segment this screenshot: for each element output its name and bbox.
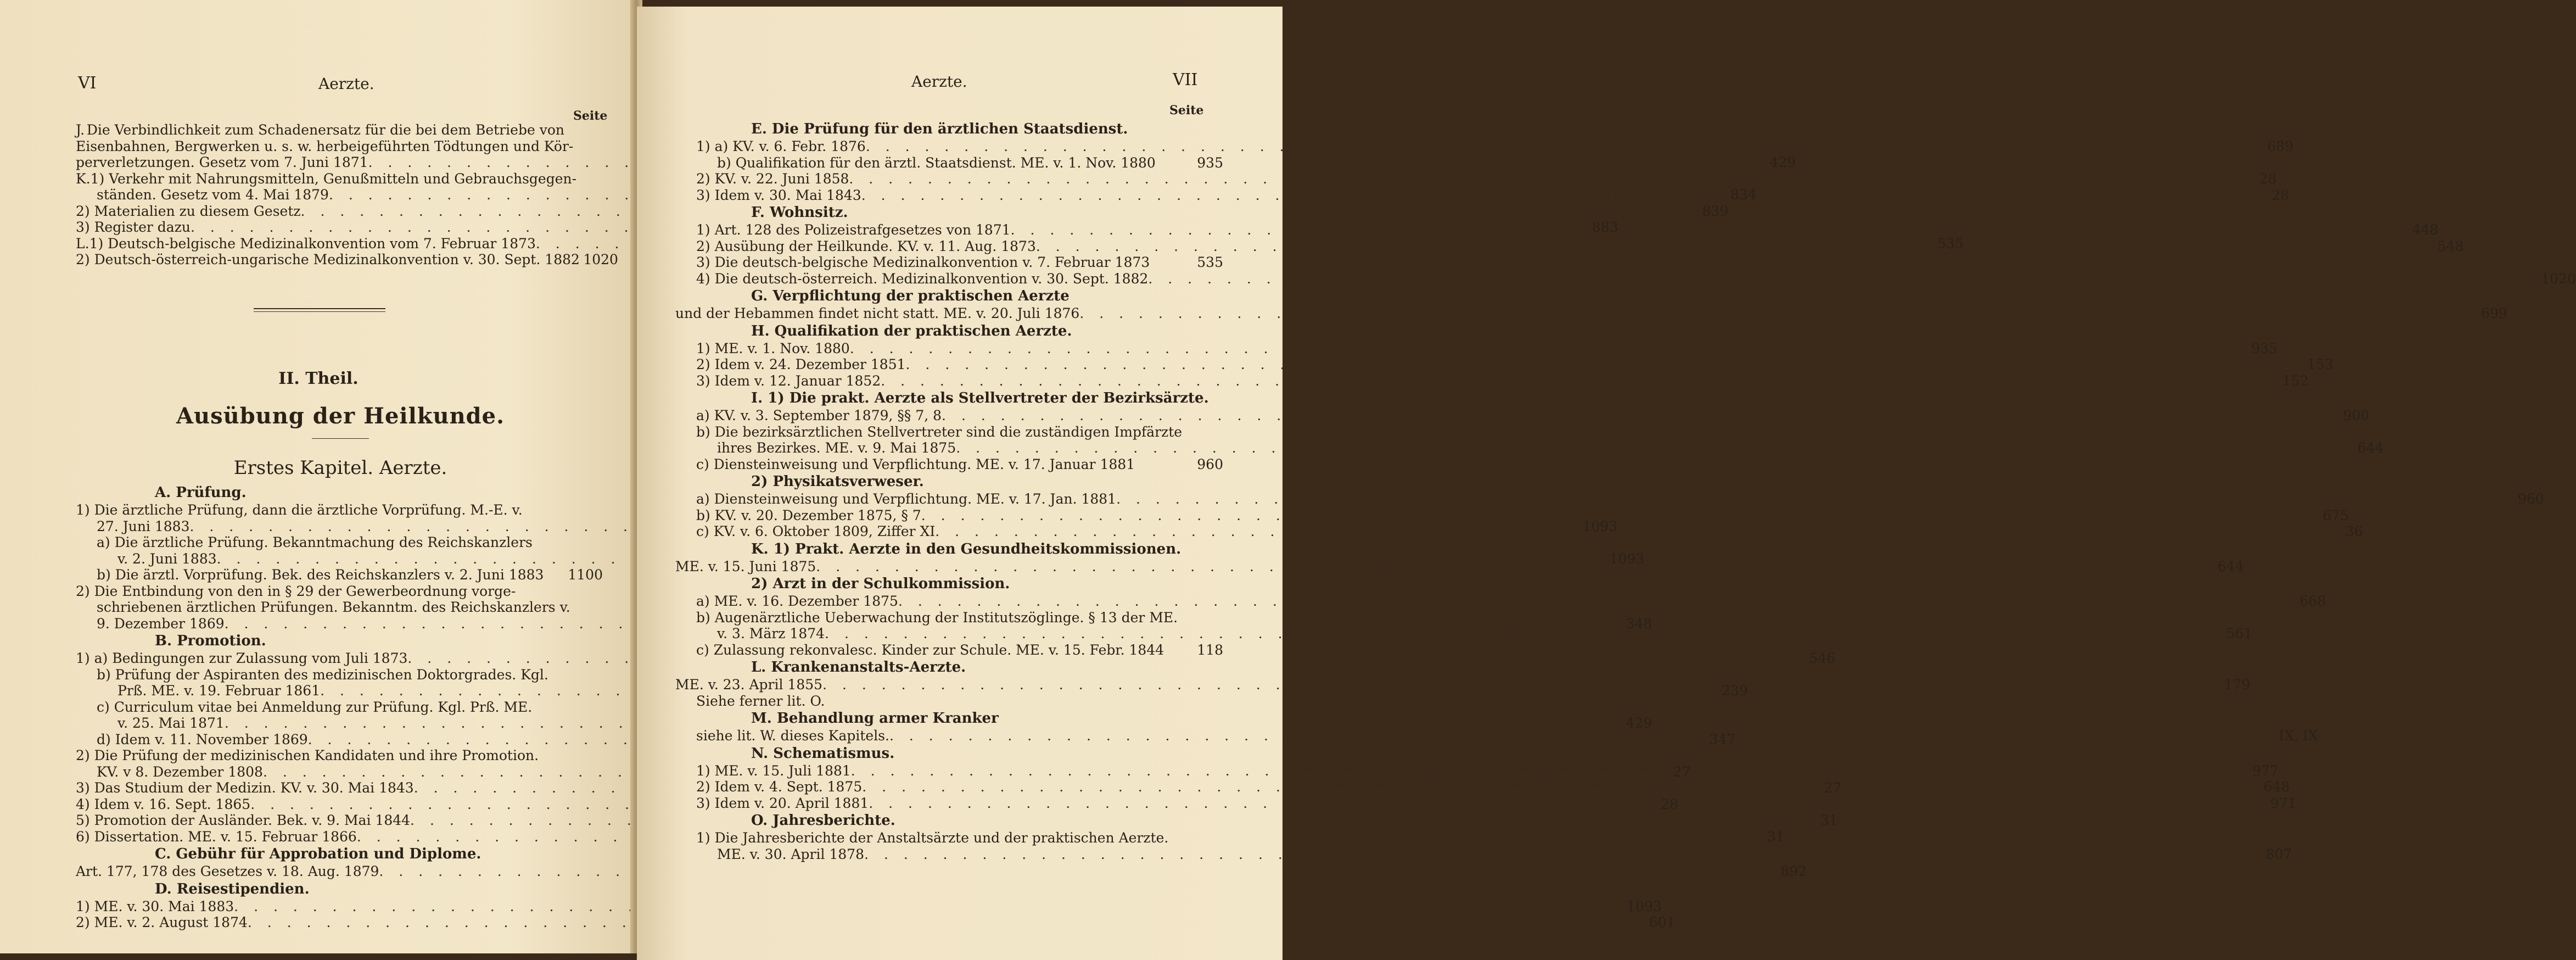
running-header-right: Aerzte. (911, 72, 967, 91)
section-heading: M. Behandlung armer Kranker (751, 710, 999, 727)
entry-letter: J. (76, 122, 85, 138)
page-ref: 960 (1197, 456, 1223, 472)
page-ref: 348 (1626, 615, 1653, 632)
page-ref: 668 (2299, 593, 2326, 609)
index-entry (674, 693, 1223, 710)
section-heading: H. Qualifikation der praktischen Aerzte. (751, 322, 1072, 339)
page-ref: 935 (1197, 154, 1223, 171)
entry-text: a) Die ärztliche Prüfung. Bekanntmachung des Reichskanzlers (97, 534, 533, 550)
index-entry (76, 171, 603, 187)
page-ref: 31 (1767, 828, 1785, 845)
entry-text: 5) Promotion der Ausländer. Bek. v. 9. Mai 1844 (76, 812, 411, 828)
title-rule (312, 438, 369, 439)
leader-dots (849, 171, 2238, 187)
index-entry (76, 599, 603, 616)
entry-text: 2) ME. v. 2. August 1874 (76, 914, 248, 930)
leader-dots (942, 408, 2331, 424)
entry-text: v. 2. Juni 1883 (117, 550, 217, 567)
leader-dots (1011, 222, 2400, 238)
page-ref: 347 (1709, 731, 1736, 747)
entry-text: 27. Juni 1883 (97, 518, 190, 534)
page-number-right: VII (1173, 70, 1198, 90)
entry-text: a) ME. v. 16. Dezember 1875 (696, 593, 898, 609)
leader-dots (921, 507, 2311, 524)
index-entry (674, 830, 1223, 846)
index-entry (674, 491, 2544, 507)
page-ref: 1093 (1609, 550, 1645, 567)
entry-text: Art. 177, 178 des Gesetzes v. 18. Aug. 1879 (76, 863, 379, 879)
index-entry (674, 846, 2292, 863)
entry-text: Eisenbahnen, Bergwerken u. s. w. herbeigeführten Tödtungen und Kör- (76, 138, 574, 154)
page-ref: 699 (2481, 305, 2507, 321)
entry-text: Prß. ME. v. 19. Februar 1861 (117, 683, 321, 699)
leader-dots (935, 523, 2325, 540)
entry-text: 9. Dezember 1869 (97, 615, 225, 632)
page-ref: 31 (1820, 812, 1838, 828)
index-entry (674, 254, 1223, 271)
main-title: Ausübung der Heilkunde. (176, 403, 505, 429)
page-ref: 1093 (1582, 518, 1617, 534)
entry-text: 1) a) KV. v. 6. Febr. 1876 (696, 138, 866, 154)
entry-text: 1) ME. v. 1. Nov. 1880 (696, 340, 850, 356)
index-entry (76, 699, 603, 716)
index-entry (76, 138, 603, 155)
entry-text: b) KV. v. 20. Dezember 1875, § 7 (696, 507, 921, 523)
entry-text: 2) Idem v. 4. Sept. 1875 (696, 779, 863, 795)
page-ref: 1100 (568, 567, 603, 583)
entry-text: d) Idem v. 11. November 1869 (97, 731, 308, 747)
index-entry (76, 667, 603, 683)
index-entry (76, 502, 603, 518)
entry-text: ihres Bezirkes. ME. v. 9. Mai 1875 (717, 440, 956, 456)
page-ref: 152 (2282, 372, 2309, 389)
leader-dots (1036, 235, 2426, 255)
page-ref: 1020 (2541, 270, 2576, 287)
entry-text: 1) ME. v. 15. Juli 1881 (696, 762, 851, 779)
page-ref: 27 (1824, 780, 1842, 796)
page-ref: 839 (1702, 203, 1729, 219)
seite-label-left: Seite (573, 109, 608, 123)
leader-dots (1116, 491, 2506, 507)
entry-text: 2) Die Entbindung von den in § 29 der Gewerbeordnung vorge- (76, 583, 516, 599)
entry-text: ME. v. 30. April 1878 (717, 846, 865, 862)
section-heading: O. Jahresberichte. (751, 812, 895, 829)
page-ref: 807 (2265, 846, 2292, 862)
index-entry (674, 340, 2278, 357)
leader-dots (851, 763, 2241, 779)
entry-text: a) Diensteinweisung und Verpflichtung. ME. v. 17. Jan. 1881 (696, 491, 1117, 507)
leader-dots (864, 846, 2254, 863)
leader-dots (889, 728, 2279, 744)
seite-label-right: Seite (1169, 103, 1204, 118)
page-ref: 153 (2307, 356, 2334, 372)
section-heading: G. Verpflichtung der praktischen Aerzte (751, 288, 1069, 304)
page-ref: 28 (2259, 171, 2277, 187)
page-ref: 892 (1780, 863, 1807, 879)
page-ref: 971 (2270, 795, 2297, 811)
index-entry (674, 593, 2326, 610)
page-ref: 644 (2357, 440, 2384, 456)
entry-text: 1) ME. v. 30. Mai 1883 (76, 898, 234, 914)
page-ref: 689 (2267, 138, 2294, 154)
entry-text: 2) Deutsch-österreich-ungarische Medizinalkonvention v. 30. Sept. 1882 (76, 252, 580, 267)
leader-dots (898, 593, 2288, 610)
entry-text: KV. v 8. Dezember 1808 (97, 763, 263, 780)
section-heading: 2) Physikatsverweser. (751, 473, 924, 490)
chapter-title: Erstes Kapitel. Aerzte. (233, 457, 447, 479)
entry-text: ME. v. 23. April 1855 (675, 677, 823, 693)
entry-text: b) Qualifikation für den ärztl. Staatsdienst. ME. v. 1. Nov. 1880 (717, 154, 1156, 171)
index-entry (76, 650, 1835, 667)
entry-letter: L. (76, 235, 89, 252)
entry-text: 1) a) Bedingungen zur Zulassung vom Juli 1873 (76, 650, 408, 666)
index-entry (76, 567, 603, 583)
index-entry (674, 171, 2277, 187)
page-ref: 118 (1197, 641, 1223, 658)
entry-text: schriebenen ärztlichen Prüfungen. Bekanntm. des Reichskanzlers v. (97, 599, 570, 615)
entry-text: 4) Die deutsch-österreich. Medizinalkonvention v. 30. Sept. 1882 (696, 270, 1149, 287)
entry-text: b) Die ärztl. Vorprüfung. Bek. des Reichskanzlers v. 2. Juni 1883 (97, 567, 544, 583)
section-heading: N. Schematismus. (751, 745, 895, 762)
page-ref: 28 (1660, 796, 1678, 812)
entry-text: siehe lit. W. dieses Kapitels. (696, 728, 890, 744)
leader-dots (862, 779, 2252, 795)
index-entry (76, 252, 618, 268)
index-entry (76, 534, 603, 551)
page-ref: 548 (2437, 238, 2464, 254)
entry-text: ständen. Gesetz vom 4. Mai 1879 (97, 187, 329, 203)
entry-text: 2) Ausübung der Heilkunde. KV. v. 11. Aug. 1873 (696, 238, 1036, 254)
index-entry (674, 456, 1223, 473)
entry-text: perverletzungen. Gesetz vom 7. Juni 1871 (76, 154, 368, 170)
page-ref: 977 (2252, 762, 2279, 779)
index-entry (76, 898, 1662, 915)
entry-text: c) Zulassung rekonvalesc. Kinder zur Schule. ME. v. 15. Febr. 1844 (696, 641, 1164, 658)
section-heading: F. Wohnsitz. (751, 204, 848, 221)
leader-dots (861, 187, 2251, 204)
divider-rule (254, 308, 385, 309)
entry-text: b) Augenärztliche Ueberwachung der Institutszöglinge. § 13 der ME. (696, 609, 1178, 626)
entry-text: 3) Register dazu (76, 219, 191, 235)
page-ref: 648 (2264, 779, 2290, 795)
page-ref: 27 (1673, 763, 1691, 780)
page-ref: 644 (2217, 558, 2244, 574)
page-ref: 601 (1649, 914, 1676, 930)
leader-dots (906, 356, 2295, 373)
page-ref: 448 (2412, 222, 2439, 238)
page-ref: 535 (1197, 254, 1223, 270)
leader-dots (869, 795, 2258, 812)
entry-text: 1) Art. 128 des Polizeistrafgesetzes von 1871 (696, 222, 1011, 238)
page-ref: 960 (2517, 491, 2544, 507)
entry-text: 3) Idem v. 30. Mai 1843 (696, 187, 861, 203)
leader-dots (825, 626, 2214, 642)
leader-dots (956, 440, 2345, 456)
entry-text: c) Diensteinweisung und Verpflichtung. ME. v. 17. Januar 1881 (696, 456, 1135, 472)
section-heading: I. 1) Die prakt. Aerzte als Stellvertreter der Bezirksärzte. (751, 390, 1209, 406)
section-heading: E. Die Prüfung für den ärztlichen Staatsdienst. (751, 121, 1128, 137)
entry-text: Die Verbindlichkeit zum Schadenersatz für die bei dem Betriebe von (86, 122, 564, 138)
entry-text: ME. v. 15. Juni 1875 (675, 558, 816, 574)
index-entry (674, 610, 1223, 626)
page-ref: IX, IX (2278, 728, 2318, 744)
index-entry (76, 863, 1807, 880)
entry-text: a) KV. v. 3. September 1879, §§ 7, 8 (696, 408, 942, 423)
index-entry (674, 372, 2309, 389)
page-ref: 429 (1626, 715, 1653, 731)
divider-rule-thin (254, 311, 385, 312)
entry-text: 3) Die deutsch-belgische Medizinalkonvention v. 7. Februar 1873 (696, 254, 1150, 270)
page-ref: 883 (1592, 219, 1619, 235)
entry-letter: K. (76, 170, 91, 187)
page-ref: 1020 (583, 252, 618, 267)
page-ref: 561 (2226, 626, 2253, 641)
entry-text: 6) Dissertation. ME. v. 15. Februar 1866 (76, 828, 357, 845)
leader-dots (1148, 271, 2538, 287)
entry-text: 2) KV. v. 22. Juni 1858 (696, 171, 849, 187)
page-number-left: VI (78, 74, 97, 93)
page-ref: 1093 (1627, 898, 1662, 914)
part-title: II. Theil. (278, 369, 359, 388)
page-ref: 834 (1730, 187, 1757, 203)
entry-text: 4) Idem v. 16. Sept. 1865 (76, 796, 251, 812)
entry-text: Siehe ferner lit. O. (696, 693, 825, 709)
entry-text: 2) Materialien zu diesem Gesetz (76, 203, 301, 219)
leader-dots (816, 559, 2205, 575)
entry-text: 1) Die Jahresberichte der Anstaltsärzte und der praktischen Aerzte. (696, 830, 1169, 846)
entry-text: 3) Das Studium der Medizin. KV. v. 30. Mai 1843 (76, 780, 414, 796)
page-ref: 535 (1937, 235, 1964, 252)
index-entry (674, 270, 2576, 287)
entry-text: 3) Idem v. 20. April 1881 (696, 795, 869, 811)
index-entry (674, 138, 2294, 155)
leader-dots (866, 138, 2255, 155)
entry-text: 3) Idem v. 12. Januar 1852 (696, 372, 881, 389)
page-ref: 900 (2343, 408, 2370, 423)
index-entry (674, 424, 1223, 440)
page-ref: 429 (1769, 154, 1796, 170)
entry-text: 1) Verkehr mit Nahrungsmitteln, Genußmitteln und Gebrauchsgegen- (90, 170, 577, 187)
page-ref: 179 (2224, 677, 2250, 693)
entry-text: c) Curriculum vitae bei Anmeldung zur Prüfung. Kgl. Prß. ME. (97, 699, 533, 715)
section-heading: D. Reisestipendien. (155, 880, 310, 897)
page-ref: 36 (2345, 523, 2363, 539)
leader-dots (881, 373, 2270, 389)
entry-text: b) Die bezirksärztlichen Stellvertreter sind die zuständigen Impfärzte (696, 423, 1183, 440)
entry-text: 1) Deutsch-belgische Medizinalkonvention vom 7. Februar 1873 (89, 235, 536, 252)
index-entry (76, 122, 603, 138)
index-entry (674, 155, 1223, 171)
index-entry (76, 914, 1676, 931)
index-entry (674, 356, 2334, 373)
index-entry (674, 507, 2349, 524)
leader-dots (850, 341, 2239, 357)
entry-text: und der Hebammen findet nicht statt. ME. v. 20. Juli 1876 (675, 305, 1080, 321)
index-entry (674, 440, 2384, 456)
index-entry (674, 408, 2370, 424)
section-heading: L. Krankenanstalts-Aerzte. (751, 659, 966, 676)
leader-dots (822, 677, 2212, 693)
section-heading: K. 1) Prakt. Aerzte in den Gesundheitskommissionen. (751, 540, 1181, 557)
page-ref: 675 (2322, 507, 2349, 523)
page-ref: 935 (2251, 340, 2278, 356)
index-entry (674, 305, 2507, 322)
index-entry (76, 747, 603, 764)
index-entry (674, 642, 1223, 658)
running-header-left: Aerzte. (318, 75, 374, 93)
section-heading: B. Promotion. (155, 633, 266, 649)
page-ref: 28 (2271, 187, 2289, 203)
section-heading: C. Gebühr für Approbation und Diplome. (155, 846, 481, 862)
page-ref: 239 (1721, 683, 1748, 699)
entry-text: b) Prüfung der Aspiranten des medizinischen Doktorgrades. Kgl. (97, 666, 548, 683)
index-entry (76, 583, 603, 600)
section-heading: 2) Arzt in der Schulkommission. (751, 576, 1010, 592)
entry-text: c) KV. v. 6. Oktober 1809, Ziffer XI (696, 523, 936, 539)
index-entry (674, 626, 2253, 642)
leader-dots (1079, 305, 2469, 322)
entry-text: 1) Die ärztliche Prüfung, dann die ärztliche Vorprüfung. M.-E. v. (76, 502, 523, 518)
page-ref: 546 (1809, 650, 1835, 666)
entry-text: v. 3. März 1874 (717, 626, 825, 641)
section-heading: A. Prüfung. (155, 484, 247, 501)
entry-text: v. 25. Mai 1871 (117, 715, 225, 731)
entry-text: 2) Die Prüfung der medizinischen Kandidaten und ihre Promotion. (76, 747, 539, 763)
entry-text: 2) Idem v. 24. Dezember 1851 (696, 356, 906, 372)
